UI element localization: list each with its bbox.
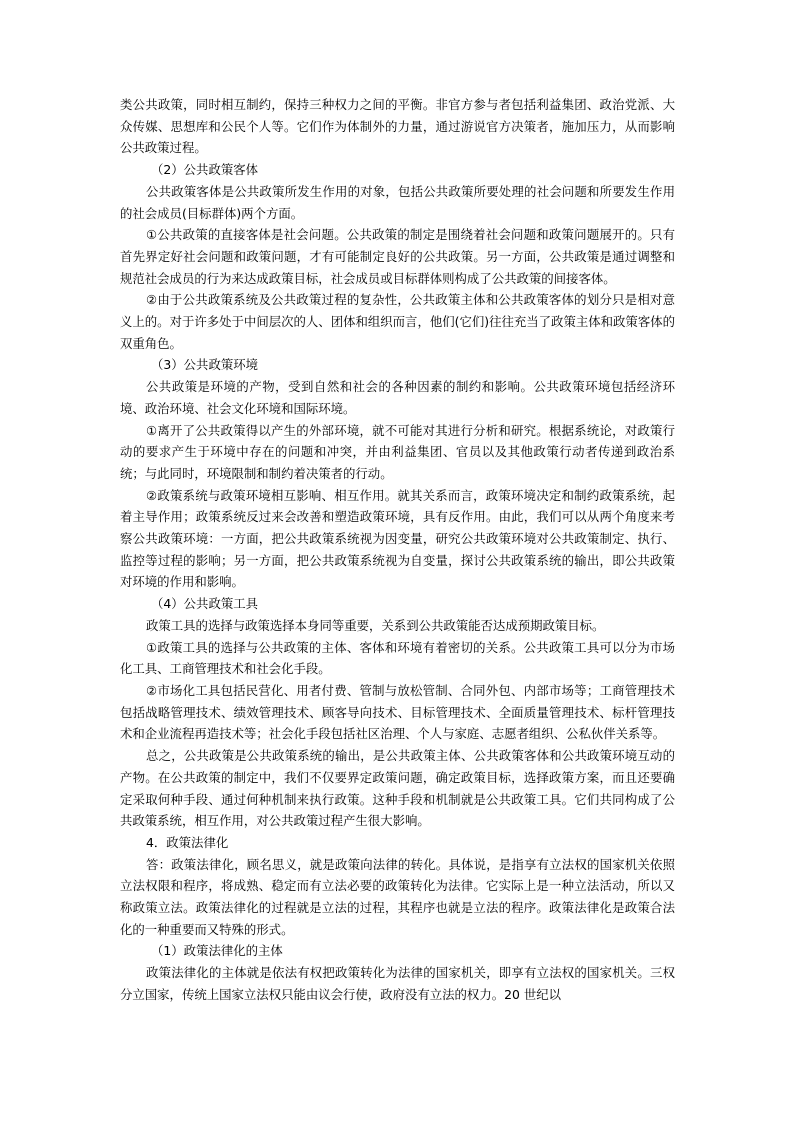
section-heading-policy-tools: （4）公共政策工具 — [151, 596, 259, 612]
paragraph-continuation: 类公共政策，同时相互制约，保持三种权力之间的平衡。非官方参与者包括利益集团、政治党派、大众传媒、思想库和公民个人等。它们作为体制外的力量，通过游说官方决策者，施加压力，从而影响公共政策过程。 — [120, 97, 675, 156]
section-heading-policy-environment: （3）公共政策环境 — [151, 357, 259, 373]
paragraph: ①离开了公共政策得以产生的外部环境，就不可能对其进行分析和研究。根据系统论，对政策行动的要求产生于环境中存在的问题和冲突，并由利益集团、官员以及其他政策行动者传递到政治系统；与此同时，环境限制和制约着决策者的行动。 — [120, 422, 675, 481]
document-page — [120, 94, 675, 1006]
paragraph: 总之，公共政策是公共政策系统的输出，是公共政策主体、公共政策客体和公共政策环境互动的产物。在公共政策的制定中，我们不仅要界定政策问题，确定政策目标，选择政策方案，而且还要确定采取何种手段、通过何种机制来执行政策。这种手段和机制就是公共政策工具。它们共同构成了公共政策系统，相互作用，对公共政策过程产生很大影响。 — [120, 748, 675, 829]
paragraph: ①政策工具的选择与公共政策的主体、客体和环境有着密切的关系。公共政策工具可以分为市场化工具、工商管理技术和社会化手段。 — [120, 639, 675, 677]
section-heading-policy-object: （2）公共政策客体 — [151, 162, 259, 178]
paragraph: 答：政策法律化，顾名思义，就是政策向法律的转化。具体说，是指享有立法权的国家机关依照立法权限和程序，将成熟、稳定而有立法必要的政策转化为法律。它实际上是一种立法活动，所以又称政策立法。政策法律化的过程就是立法的过程，其程序也就是立法的程序。政策法律化是政策合法化的一种重要而又特殊的形式。 — [120, 856, 675, 937]
paragraph: ①公共政策的直接客体是社会问题。公共政策的制定是围绕着社会问题和政策问题展开的。只有首先界定好社会问题和政策问题，才有可能制定良好的公共政策。另一方面，公共政策是通过调整和规范社会成员的行为来达成政策目标，社会成员或目标群体则构成了公共政策的间接客体。 — [120, 227, 675, 286]
paragraph: 政策工具的选择与政策选择本身同等重要，关系到公共政策能否达成预期政策目标。 — [146, 617, 605, 633]
paragraph: 政策法律化的主体就是依法有权把政策转化为法律的国家机关，即享有立法权的国家机关。三权分立国家，传统上国家立法权只能由议会行使，政府没有立法的权力。20 世纪以 — [120, 965, 675, 1002]
section-heading-legalization-subject: （1）政策法律化的主体 — [151, 943, 283, 959]
paragraph: ②由于公共政策系统及公共政策过程的复杂性，公共政策主体和公共政策客体的划分只是相对意义上的。对于许多处于中间层次的人、团体和组织而言，他们(它们)往往充当了政策主体和政策客体的双重角色。 — [120, 292, 675, 351]
paragraph: ②市场化工具包括民营化、用者付费、管制与放松管制、合同外包、内部市场等；工商管理技术包括战略管理技术、绩效管理技术、顾客导向技术、目标管理技术、全面质量管理技术、标杆管理技术和企业流程再造技术等；社会化手段包括社区治理、个人与家庭、志愿者组织、公私伙伴关系等。 — [120, 682, 675, 742]
paragraph: 公共政策客体是公共政策所发生作用的对象，包括公共政策所要处理的社会问题和所要发生作用的社会成员(目标群体)两个方面。 — [120, 183, 675, 221]
paragraph: ②政策系统与政策环境相互影响、相互作用。就其关系而言，政策环境决定和制约政策系统，起着主导作用；政策系统反过来会改善和塑造政策环境，具有反作用。由此，我们可以从两个角度来考察公共政策环境：一方面，把公共政策系统视为因变量，研究公共政策环境对公共政策制定、执行、监控等过程的影响；另一方面，把公共政策系统视为自变量，探讨公共政策系统的输出，即公共政策对环境的作用和影响。 — [120, 487, 675, 590]
question-heading-policy-legalization: 4．政策法律化 — [146, 834, 229, 850]
paragraph: 公共政策是环境的产物，受到自然和社会的各种因素的制约和影响。公共政策环境包括经济环境、政治环境、社会文化环境和国际环境。 — [120, 379, 675, 416]
